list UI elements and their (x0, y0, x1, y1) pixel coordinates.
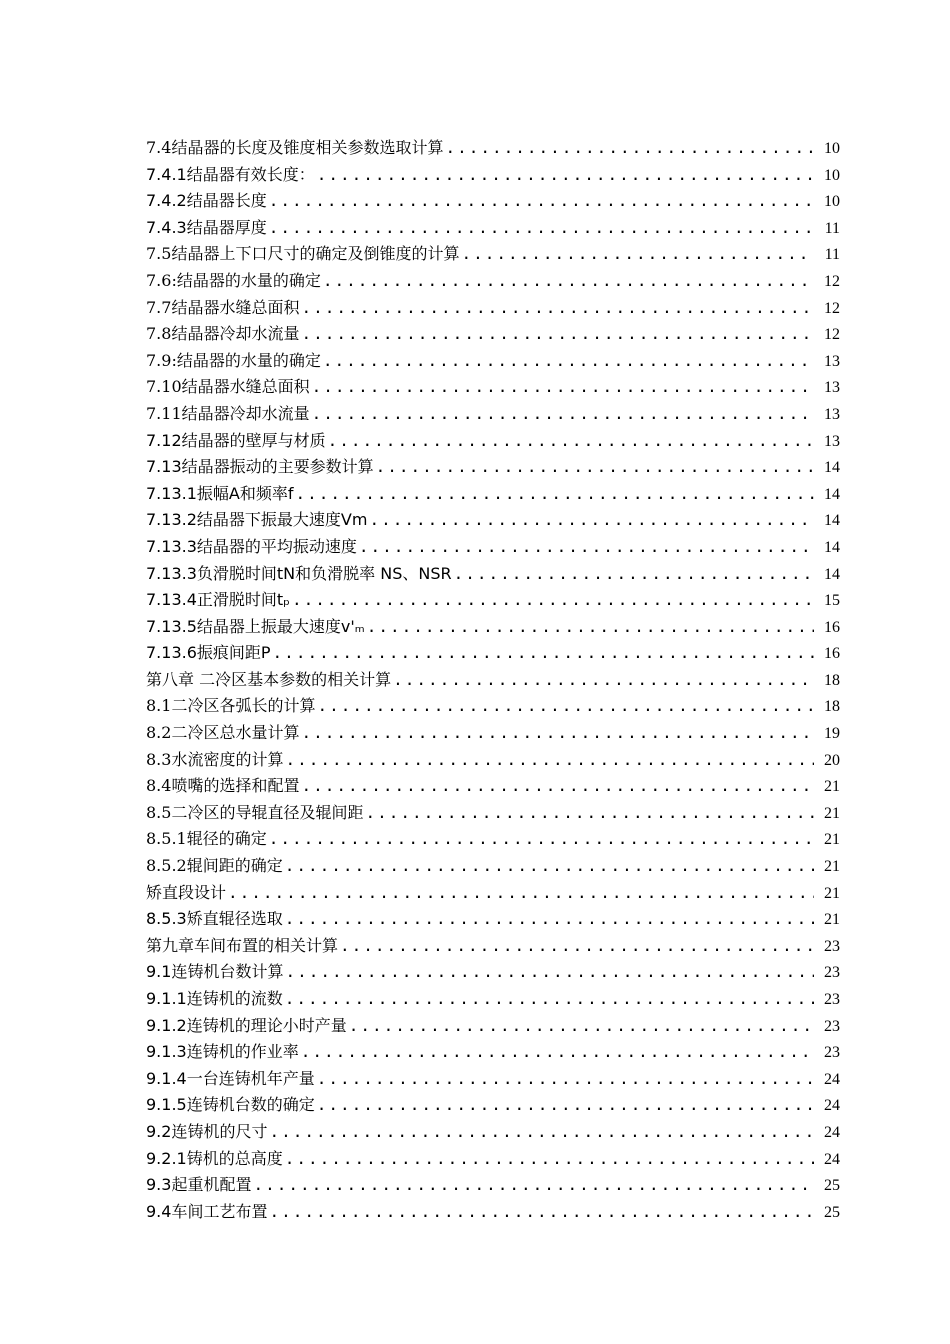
toc-entry-title: 7.12结晶器的壁厚与材质 (146, 430, 326, 450)
toc-entry[interactable] (146, 454, 840, 481)
toc-entry[interactable] (146, 401, 840, 428)
toc-entry[interactable] (146, 507, 840, 534)
toc-dot-leader (317, 693, 814, 720)
toc-entry-page-number: 14 (824, 512, 840, 530)
toc-entry[interactable] (146, 959, 840, 986)
toc-entry-page-number: 14 (824, 459, 840, 477)
toc-entry-title: 9.3起重机配置 (146, 1175, 252, 1195)
toc-entry-title: 8.5.1辊径的确定 (146, 829, 267, 849)
toc-entry-title: 7.10结晶器水缝总面积 (146, 377, 310, 397)
toc-entry-title: 7.13.4正滑脱时间tₚ (146, 590, 291, 610)
toc-dot-leader (269, 826, 814, 853)
toc-entry-page-number: 23 (824, 1017, 840, 1035)
toc-dot-leader (269, 188, 814, 215)
toc-entry[interactable] (146, 1013, 840, 1040)
toc-dot-leader (365, 800, 814, 827)
toc-entry[interactable] (146, 587, 840, 614)
toc-dot-leader (445, 135, 814, 162)
toc-entry-page-number: 11 (824, 219, 840, 237)
toc-dot-leader (312, 374, 814, 401)
toc-entry-page-number: 24 (824, 1150, 840, 1168)
toc-entry[interactable] (146, 614, 840, 641)
toc-entry-title: 7.4.2结晶器长度 (146, 191, 267, 211)
toc-entry[interactable] (146, 162, 840, 189)
toc-entry-page-number: 12 (824, 299, 840, 317)
toc-entry-title: 9.2连铸机的尺寸 (146, 1121, 268, 1141)
toc-entry[interactable] (146, 188, 840, 215)
toc-entry-title: 7.13.3负滑脱时间tN和负滑脱率 NS、NSR (146, 563, 452, 583)
toc-dot-leader (317, 162, 814, 189)
toc-dot-leader (269, 1119, 814, 1146)
toc-dot-leader (359, 534, 814, 561)
toc-dot-leader (323, 268, 814, 295)
toc-entry[interactable] (146, 561, 840, 588)
toc-entry-title: 9.1.2连铸机的理论小时产量 (146, 1015, 347, 1035)
toc-dot-leader (285, 1146, 814, 1173)
toc-entry-page-number: 11 (824, 246, 840, 264)
toc-entry-page-number: 23 (824, 937, 840, 955)
toc-dot-leader (285, 906, 814, 933)
toc-entry-page-number: 23 (824, 964, 840, 982)
toc-entry-page-number: 23 (824, 991, 840, 1008)
toc-entry-page-number: 16 (824, 645, 840, 663)
toc-entry-title: 第九章车间布置的相关计算 (146, 935, 339, 955)
toc-entry-page-number: 10 (824, 166, 840, 184)
toc-entry[interactable] (146, 1119, 840, 1146)
toc-entry-title: 7.13.5结晶器上振最大速度v'ₘ (146, 616, 365, 636)
toc-dot-leader (301, 773, 814, 800)
toc-entry[interactable] (146, 215, 840, 242)
toc-entry-title: 第八章 二冷区基本参数的相关计算 (146, 669, 392, 689)
toc-entry-page-number: 14 (824, 565, 840, 583)
toc-entry-title: 8.5.2辊间距的确定 (146, 856, 283, 876)
toc-entry-page-number: 10 (824, 140, 840, 157)
toc-entry-title: 7.13.3结晶器的平均振动速度 (146, 536, 357, 556)
table-of-contents (146, 135, 840, 1225)
toc-entry-page-number: 16 (824, 618, 840, 636)
toc-dot-leader (340, 933, 814, 960)
toc-entry-title: 7.13.6振痕间距P (146, 643, 271, 663)
toc-entry-page-number: 24 (824, 1070, 840, 1088)
toc-entry-page-number: 21 (824, 831, 840, 849)
toc-entry-title: 8.4喷嘴的选择和配置 (146, 776, 300, 796)
toc-dot-leader (376, 454, 814, 481)
toc-entry[interactable] (146, 295, 840, 322)
toc-entry-title: 9.1连铸机台数计算 (146, 962, 284, 982)
toc-entry-title: 8.1二冷区各弧长的计算 (146, 696, 316, 716)
toc-entry[interactable] (146, 534, 840, 561)
toc-dot-leader (461, 241, 814, 268)
toc-entry-page-number: 25 (824, 1203, 840, 1221)
toc-entry[interactable] (146, 800, 840, 827)
toc-entry[interactable] (146, 933, 840, 960)
toc-entry-page-number: 21 (824, 884, 840, 902)
toc-entry[interactable] (146, 986, 840, 1013)
toc-entry[interactable] (146, 1066, 840, 1093)
toc-entry[interactable] (146, 135, 840, 162)
toc-dot-leader (317, 1092, 814, 1119)
toc-entry-title: 7.13.1振幅A和频率f (146, 483, 294, 503)
toc-entry[interactable] (146, 747, 840, 774)
toc-dot-leader (328, 428, 814, 455)
toc-entry[interactable] (146, 720, 840, 747)
toc-entry-page-number: 23 (824, 1044, 840, 1062)
toc-dot-leader (301, 720, 814, 747)
toc-entry-page-number: 14 (824, 485, 840, 503)
toc-entry[interactable] (146, 348, 840, 375)
toc-entry-title: 8.3水流密度的计算 (146, 749, 284, 769)
toc-dot-leader (393, 667, 814, 694)
toc-dot-leader (285, 959, 814, 986)
toc-entry-page-number: 24 (824, 1097, 840, 1115)
toc-entry-title: 7.9:结晶器的水量的确定 (146, 350, 321, 370)
toc-dot-leader (273, 640, 814, 667)
toc-entry-page-number: 19 (824, 725, 840, 743)
toc-entry[interactable] (146, 241, 840, 268)
toc-entry-title: 矫直段设计 (146, 882, 227, 902)
toc-entry-title: 8.5.3矫直辊径选取 (146, 909, 283, 929)
toc-entry-title: 7.11结晶器冷却水流量 (146, 403, 310, 423)
toc-entry-title: 9.1.5连铸机台数的确定 (146, 1095, 315, 1115)
toc-dot-leader (317, 1066, 814, 1093)
toc-entry-page-number: 14 (824, 538, 840, 556)
toc-dot-leader (269, 1199, 814, 1226)
toc-entry-page-number: 21 (824, 858, 840, 876)
toc-dot-leader (295, 481, 814, 508)
toc-dot-leader (349, 1013, 814, 1040)
toc-entry[interactable] (146, 428, 840, 455)
toc-entry[interactable] (146, 880, 840, 907)
toc-entry-title: 9.2.1铸机的总高度 (146, 1148, 283, 1168)
toc-dot-leader (301, 1039, 814, 1066)
toc-dot-leader (301, 321, 814, 348)
toc-entry-page-number: 21 (824, 804, 840, 822)
toc-dot-leader (369, 507, 814, 534)
toc-dot-leader (292, 587, 814, 614)
toc-dot-leader (323, 348, 814, 375)
toc-entry-title: 9.4车间工艺布置 (146, 1201, 268, 1221)
toc-dot-leader (269, 215, 814, 242)
toc-entry-title: 7.13.2结晶器下振最大速度Vm (146, 510, 368, 530)
toc-entry-title: 9.1.3连铸机的作业率 (146, 1042, 299, 1062)
toc-dot-leader (285, 747, 814, 774)
toc-entry-page-number: 18 (824, 671, 840, 689)
toc-entry[interactable] (146, 640, 840, 667)
toc-entry[interactable] (146, 826, 840, 853)
toc-entry-page-number: 13 (824, 432, 840, 450)
toc-entry[interactable] (146, 667, 840, 694)
toc-entry-title: 7.8结晶器冷却水流量 (146, 324, 300, 344)
toc-entry-title: 9.1.1连铸机的流数 (146, 989, 283, 1008)
toc-entry-page-number: 20 (824, 751, 840, 769)
toc-entry-title: 9.1.4一台连铸机年产量 (146, 1068, 315, 1088)
toc-entry-title: 7.4结晶器的长度及锥度相关参数选取计算 (146, 138, 444, 157)
toc-entry-page-number: 12 (824, 272, 840, 290)
toc-entry-page-number: 21 (824, 778, 840, 796)
toc-entry[interactable] (146, 481, 840, 508)
toc-entry[interactable] (146, 1199, 840, 1226)
toc-entry-title: 7.7结晶器水缝总面积 (146, 297, 300, 317)
toc-entry-page-number: 15 (824, 592, 840, 610)
toc-entry-title: 8.2二冷区总水量计算 (146, 723, 300, 743)
toc-entry[interactable] (146, 321, 840, 348)
toc-entry-title: 7.5结晶器上下口尺寸的确定及倒锥度的计算 (146, 244, 460, 264)
toc-entry-page-number: 25 (824, 1177, 840, 1195)
toc-entry[interactable] (146, 853, 840, 880)
toc-entry-page-number: 18 (824, 698, 840, 716)
toc-entry[interactable] (146, 1039, 840, 1066)
toc-entry[interactable] (146, 1092, 840, 1119)
toc-entry[interactable] (146, 374, 840, 401)
toc-dot-leader (454, 561, 814, 588)
toc-entry[interactable] (146, 693, 840, 720)
toc-entry-title: 7.4.1结晶器有效长度： (146, 164, 315, 184)
toc-dot-leader (285, 986, 814, 1013)
toc-dot-leader (285, 853, 814, 880)
toc-entry-title: 7.4.3结晶器厚度 (146, 217, 267, 237)
toc-entry-page-number: 10 (824, 193, 840, 211)
toc-dot-leader (301, 295, 814, 322)
toc-entry-page-number: 13 (824, 379, 840, 397)
toc-entry-page-number: 13 (824, 405, 840, 423)
toc-entry[interactable] (146, 1172, 840, 1199)
toc-entry[interactable] (146, 773, 840, 800)
toc-dot-leader (367, 614, 814, 641)
toc-entry-page-number: 24 (824, 1123, 840, 1141)
toc-entry-page-number: 13 (824, 352, 840, 370)
toc-entry-page-number: 12 (824, 326, 840, 344)
toc-entry-title: 7.13结晶器振动的主要参数计算 (146, 457, 374, 477)
toc-entry[interactable] (146, 906, 840, 933)
toc-entry[interactable] (146, 268, 840, 295)
toc-dot-leader (253, 1172, 814, 1199)
toc-entry-title: 8.5二冷区的导辊直径及辊间距 (146, 802, 364, 822)
toc-entry[interactable] (146, 1146, 840, 1173)
toc-entry-title: 7.6:结晶器的水量的确定 (146, 270, 321, 290)
toc-entry-page-number: 21 (824, 911, 840, 929)
toc-dot-leader (228, 880, 814, 907)
toc-dot-leader (312, 401, 814, 428)
